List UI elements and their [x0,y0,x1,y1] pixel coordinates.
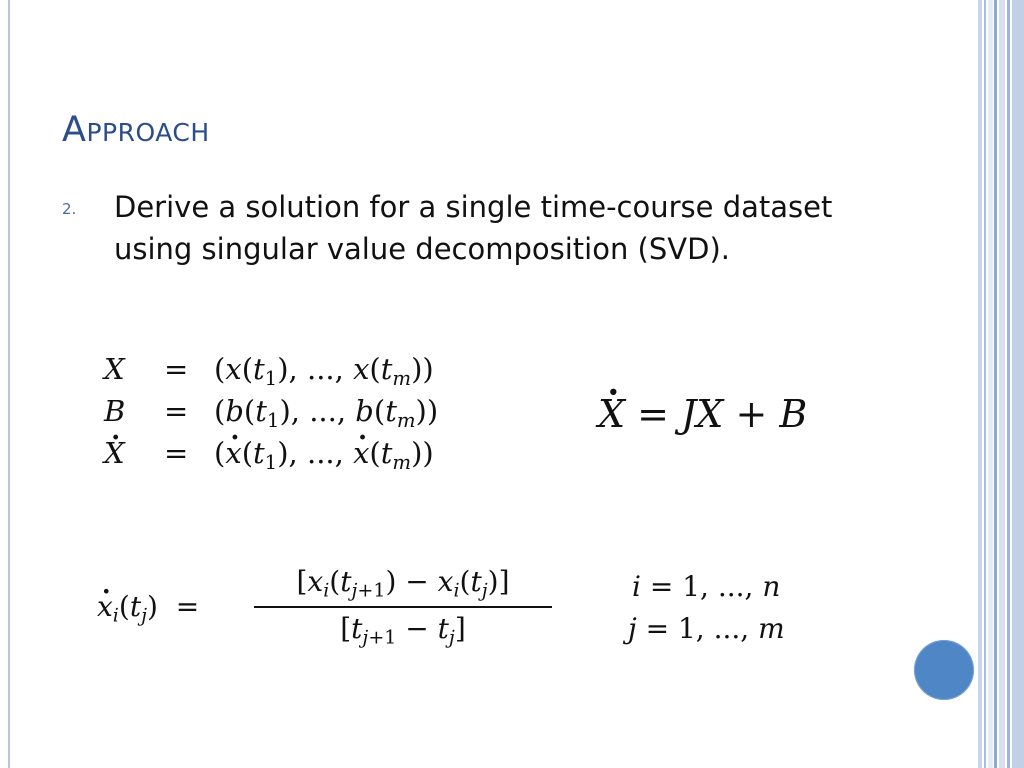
decorative-circle [914,640,974,700]
slide-title: Approach [62,110,210,150]
index-range-j: j = 1, ..., m [628,612,785,645]
derivative-lhs: $x \cdot_i(t_j)$ = [97,590,199,623]
fraction-bar [254,606,552,608]
right-stripe-3 [988,0,993,768]
right-stripe-5 [999,0,1005,768]
right-stripe-1 [978,0,982,768]
right-stripe-4 [994,0,997,768]
right-stripe-2 [984,0,986,768]
slide: Approach 2. Derive a solution for a single time-course dataset using singular value decomposition (SVD). X = ($x(t_1)$, ..., $x(t_m)$) B = ($b(t_1)$, ..., $b(t_m)$) X · = ($x \cdot(t_1)$, ..., $x \cdot(t_m)$) X · = JX + B $x \cdot_i(t_j)$ = $[x_i(t_{j+1}) - x_i(t_j)]$ $[t_{j+1} - t_j]$ i = 1, ..., n j = 1, ..., m [0,0,1024,768]
derivative-denominator: $[t_{j+1} - t_j]$ [340,612,466,649]
right-stripe-7 [1012,0,1024,768]
left-frame-line [8,0,10,768]
bullet-number: 2. [62,200,77,218]
derivative-numerator: $[x_i(t_{j+1}) - x_i(t_j)]$ [296,565,510,602]
index-range-i: i = 1, ..., n [632,570,781,603]
bullet-text: Derive a solution for a single time-course dataset using singular value decomposition (SVD). [114,190,833,266]
right-stripe-6 [1007,0,1010,768]
model-equation: X · = JX + B [598,392,807,436]
